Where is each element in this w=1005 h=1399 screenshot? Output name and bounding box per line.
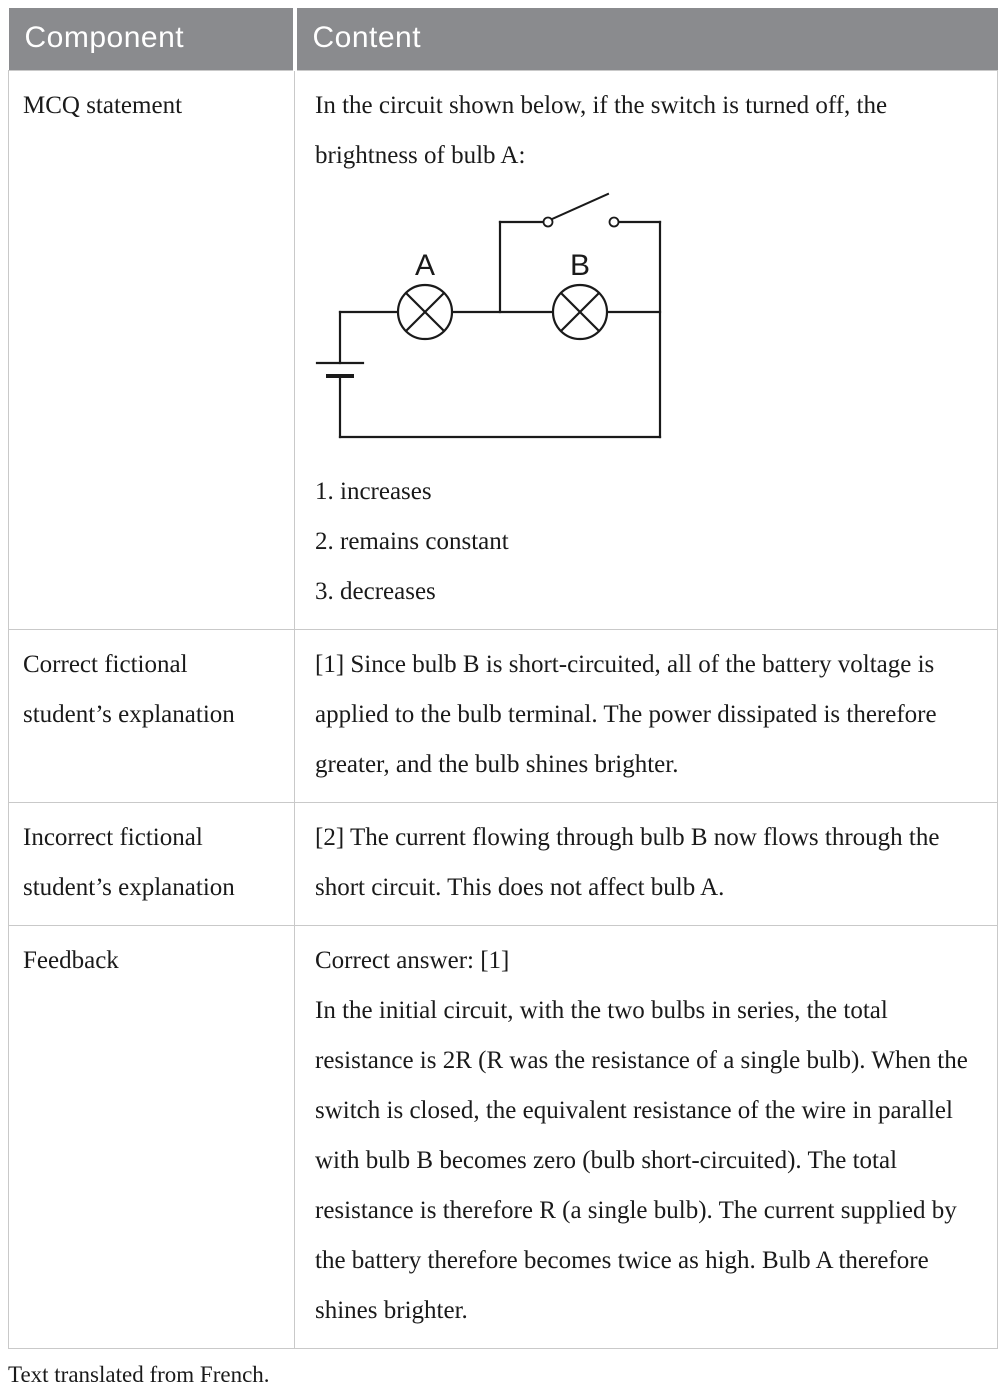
table-row-correct-explanation xyxy=(9,630,998,803)
row-label-correct-explanation: Correct fictional student’s explanation xyxy=(9,630,295,803)
mcq-statement-text: In the circuit shown below, if the switch is turned off, the brightness of bulb A: xyxy=(315,92,888,169)
table-row-mcq xyxy=(9,71,998,630)
feedback-answer-line: Correct answer: [1] xyxy=(315,947,510,974)
row-content-mcq xyxy=(295,71,998,630)
table-row-feedback xyxy=(9,926,998,1349)
circuit-diagram xyxy=(315,187,977,459)
component-content-table xyxy=(8,8,998,1349)
header-cell-content: Content xyxy=(295,8,998,71)
row-label-feedback: Feedback xyxy=(9,926,295,1349)
row-content-correct-explanation xyxy=(295,630,998,803)
mcq-option-1: 1. increases xyxy=(315,478,432,505)
row-label-mcq-statement: MCQ statement xyxy=(9,71,295,630)
bulb-b-label: B xyxy=(569,249,591,282)
row-content-incorrect-explanation xyxy=(295,803,998,926)
header-cell-component: Component xyxy=(9,8,295,71)
table-footnote: Text translated from French. xyxy=(8,1362,270,1387)
switch-contact-left xyxy=(544,218,553,227)
switch-lever xyxy=(552,194,608,219)
table-row-incorrect-explanation xyxy=(9,803,998,926)
row-label-incorrect-explanation: Incorrect fictional student’s explanation xyxy=(9,803,295,926)
switch-contact-right xyxy=(610,218,619,227)
bulb-a-label: A xyxy=(414,249,436,282)
row-content-feedback xyxy=(295,926,998,1349)
mcq-option-3: 3. decreases xyxy=(315,578,436,605)
circuit-diagram-svg xyxy=(315,187,667,459)
correct-explanation-text: [1] Since bulb B is short-circuited, all of the battery voltage is applied to the bulb terminal. The power dissipated is therefore greater, and the bulb shines brighter. xyxy=(315,651,937,778)
table-header xyxy=(9,8,998,71)
mcq-option-2: 2. remains constant xyxy=(315,528,509,555)
feedback-text: In the initial circuit, with the two bulbs in series, the total resistance is 2R (R was the resistance of a single bulb). When the switch is closed, the equivalent resistance of the wire in parallel with bulb B becomes zero (bulb short-circuited). The total resistance is therefore R (a single bulb). The current supplied by the battery therefore becomes twice as high. Bulb A therefore shines brighter. xyxy=(315,997,968,1324)
incorrect-explanation-text: [2] The current flowing through bulb B now flows through the short circuit. This does not affect bulb A. xyxy=(315,824,940,901)
